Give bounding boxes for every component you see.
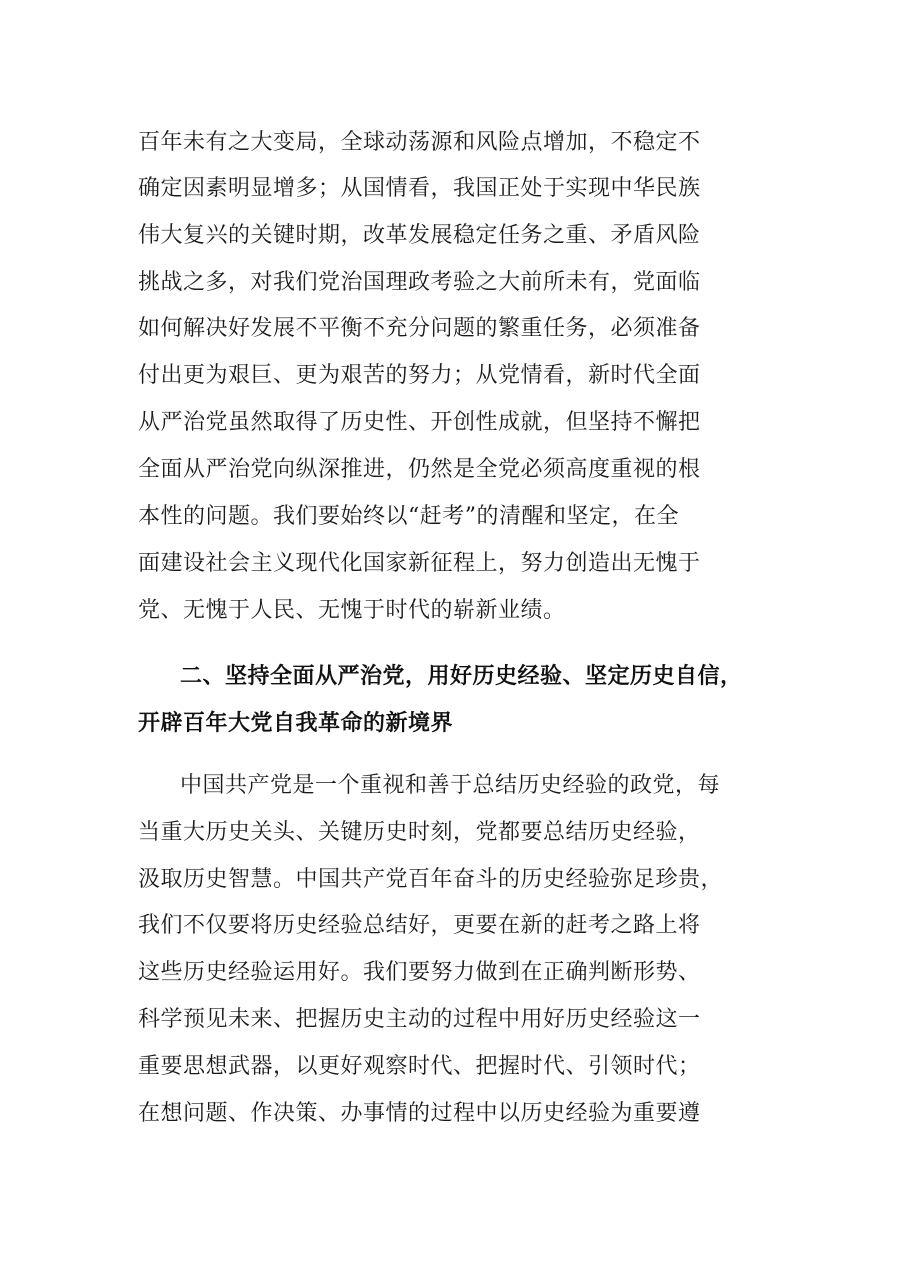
paragraph-1-line-3: 伟大复兴的关键时期，改革发展稳定任务之重、矛盾风险 xyxy=(138,223,701,248)
paragraph-1-line-11: 党、无愧于人民、无愧于时代的崭新业绩。 xyxy=(138,598,566,623)
paragraph-1-line-8: 全面从严治党向纵深推进，仍然是全党必须高度重视的根 xyxy=(138,457,701,482)
paragraph-2-line-6: 科学预见未来、把握历史主动的过程中用好历史经验这一 xyxy=(138,1007,701,1032)
section-heading-line-1: 二、坚持全面从严治党，用好历史经验、坚定历史自信， xyxy=(180,664,743,689)
paragraph-1-line-9: 本性的问题。我们要始终以“赶考”的清醒和坚定，在全 xyxy=(138,504,679,529)
paragraph-2-line-5: 这些历史经验运用好。我们要努力做到在正确判断形势、 xyxy=(138,960,701,985)
paragraph-1-line-7: 从严治党虽然取得了历史性、开创性成就，但坚持不懈把 xyxy=(138,410,701,435)
paragraph-2-line-2: 当重大历史关头、关键历史时刻，党都要总结历史经验， xyxy=(138,820,701,845)
paragraph-2-line-3: 汲取历史智慧。中国共产党百年奋斗的历史经验弥足珍贵， xyxy=(138,867,724,892)
paragraph-1-line-10: 面建设社会主义现代化国家新征程上，努力创造出无愧于 xyxy=(138,551,701,576)
section-heading-line-2: 开辟百年大党自我革命的新境界 xyxy=(138,711,454,736)
paragraph-1-line-4: 挑战之多，对我们党治国理政考验之大前所未有，党面临 xyxy=(138,270,701,295)
paragraph-2-line-1: 中国共产党是一个重视和善于总结历史经验的政党，每 xyxy=(180,773,721,798)
paragraph-1-line-6: 付出更为艰巨、更为艰苦的努力；从党情看，新时代全面 xyxy=(138,363,701,388)
paragraph-1-line-5: 如何解决好发展不平衡不充分问题的繁重任务，必须准备 xyxy=(138,316,701,341)
paragraph-1-line-2: 确定因素明显增多；从国情看，我国正处于实现中华民族 xyxy=(138,176,701,201)
paragraph-2-line-7: 重要思想武器，以更好观察时代、把握时代、引领时代； xyxy=(138,1054,701,1079)
paragraph-2-line-4: 我们不仅要将历史经验总结好，更要在新的赶考之路上将 xyxy=(138,913,701,938)
paragraph-1-line-1: 百年未有之大变局，全球动荡源和风险点增加，不稳定不 xyxy=(138,130,701,155)
paragraph-2-line-8: 在想问题、作决策、办事情的过程中以历史经验为重要遵 xyxy=(138,1101,701,1126)
